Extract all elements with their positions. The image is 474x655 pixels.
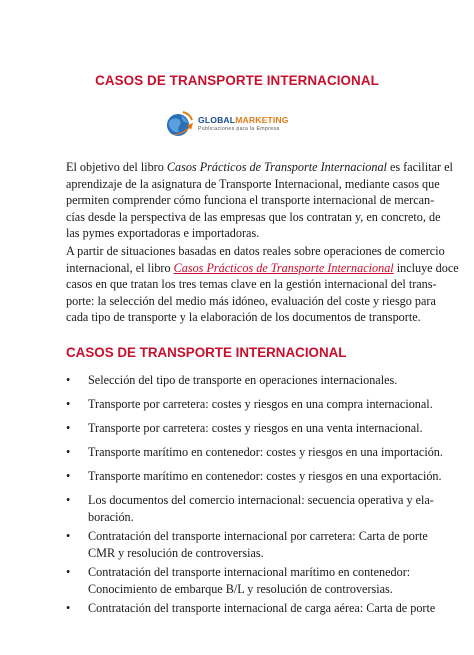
desc-line-1: A partir de situaciones basadas en datos reales sobre operaciones de comercio: [66, 244, 445, 258]
list-item-text: [88, 492, 434, 525]
list-item-line: Contratación del transporte internacional de carga aérea: Carta de porte: [88, 601, 436, 615]
bullet-mark: •: [66, 397, 71, 411]
description-paragraph: [66, 243, 459, 326]
intro-line-1: El objetivo del libro Casos Prácticos de Transporte Internacional es facilitar el: [66, 160, 453, 174]
list-item-text: [88, 420, 423, 437]
section-heading: CASOS DE TRANSPORTE INTERNACIONAL: [66, 345, 347, 360]
logo-name: GLOBALMARKETING: [198, 115, 289, 125]
list-item-line: Los documentos del comercio internacional: secuencia operativa y ela-: [88, 493, 434, 507]
intro-line-2: aprendizaje de la asignatura de Transporte Internacional, mediante casos que: [66, 176, 440, 191]
bullet-mark: •: [66, 373, 71, 387]
list-item-line: Transporte por carretera: costes y riesgos en una compra internacional.: [88, 397, 433, 411]
intro-paragraph: [66, 159, 453, 242]
desc-line-5: cada tipo de transporte y la elaboración de los documentos de transporte.: [66, 310, 421, 325]
globalmarketing-logo: [163, 109, 323, 139]
desc-line-4: porte: la selección del medio más idóneo, evaluación del coste y riesgo para: [66, 293, 436, 308]
list-item-text: [88, 600, 436, 617]
intro-line-4: cías desde la perspectiva de las empresas que los contratan y, en concreto, de: [66, 209, 441, 224]
desc-line-2: internacional, el libro Casos Prácticos de Transporte Internacional incluye doce: [66, 260, 459, 275]
bullet-mark: •: [66, 469, 71, 483]
list-item-line: Contratación del transporte internacional marítimo en contenedor:: [88, 565, 411, 579]
list-item-text: [88, 396, 433, 413]
list-item-text: [88, 468, 442, 485]
bullet-mark: •: [66, 565, 71, 579]
book-title-italic: Casos Prácticos de Transporte Internacional: [166, 160, 387, 174]
list-item-text: [88, 564, 416, 597]
list-item-text: [88, 444, 443, 461]
list-item-text: [88, 528, 428, 561]
list-item-line: Selección del tipo de transporte en operaciones internacionales.: [88, 373, 398, 387]
list-item-line: CMR y resolución de controversias.: [88, 545, 264, 560]
list-item-line: Contratación del transporte internacional por carretera: Carta de porte: [88, 529, 428, 543]
bullet-mark: •: [66, 445, 71, 459]
page-title: CASOS DE TRANSPORTE INTERNACIONAL: [95, 73, 379, 88]
bullet-mark: •: [66, 493, 71, 507]
list-item-line: boración.: [88, 509, 134, 524]
book-title-link[interactable]: Casos Prácticos de Transporte Internacional: [173, 260, 394, 275]
list-item-line: Transporte marítimo en contenedor: costes y riesgos en una exportación.: [88, 469, 442, 483]
globe-arrow-logo-icon: [163, 109, 195, 139]
list-item-text: [88, 372, 416, 389]
desc-line-3: casos en que tratan los tres temas clave en la gestión internacional del trans-: [66, 277, 437, 292]
bullet-mark: •: [66, 601, 71, 615]
bullet-mark: •: [66, 529, 71, 543]
bullet-mark: •: [66, 421, 71, 435]
list-item-line: Transporte marítimo en contenedor: costes y riesgos en una importación.: [88, 445, 443, 459]
logo-tagline: Publicaciones para la Empresa: [198, 126, 280, 132]
intro-line-5: las pymes exportadoras e importadoras.: [66, 226, 260, 241]
intro-line-3: permiten comprender cómo funciona el transporte internacional de mercan-: [66, 193, 435, 208]
list-item-line: Transporte por carretera: costes y riesgos en una venta internacional.: [88, 421, 423, 435]
list-item-line: Conocimiento de embarque B/L y resolución de controversias.: [88, 581, 393, 596]
